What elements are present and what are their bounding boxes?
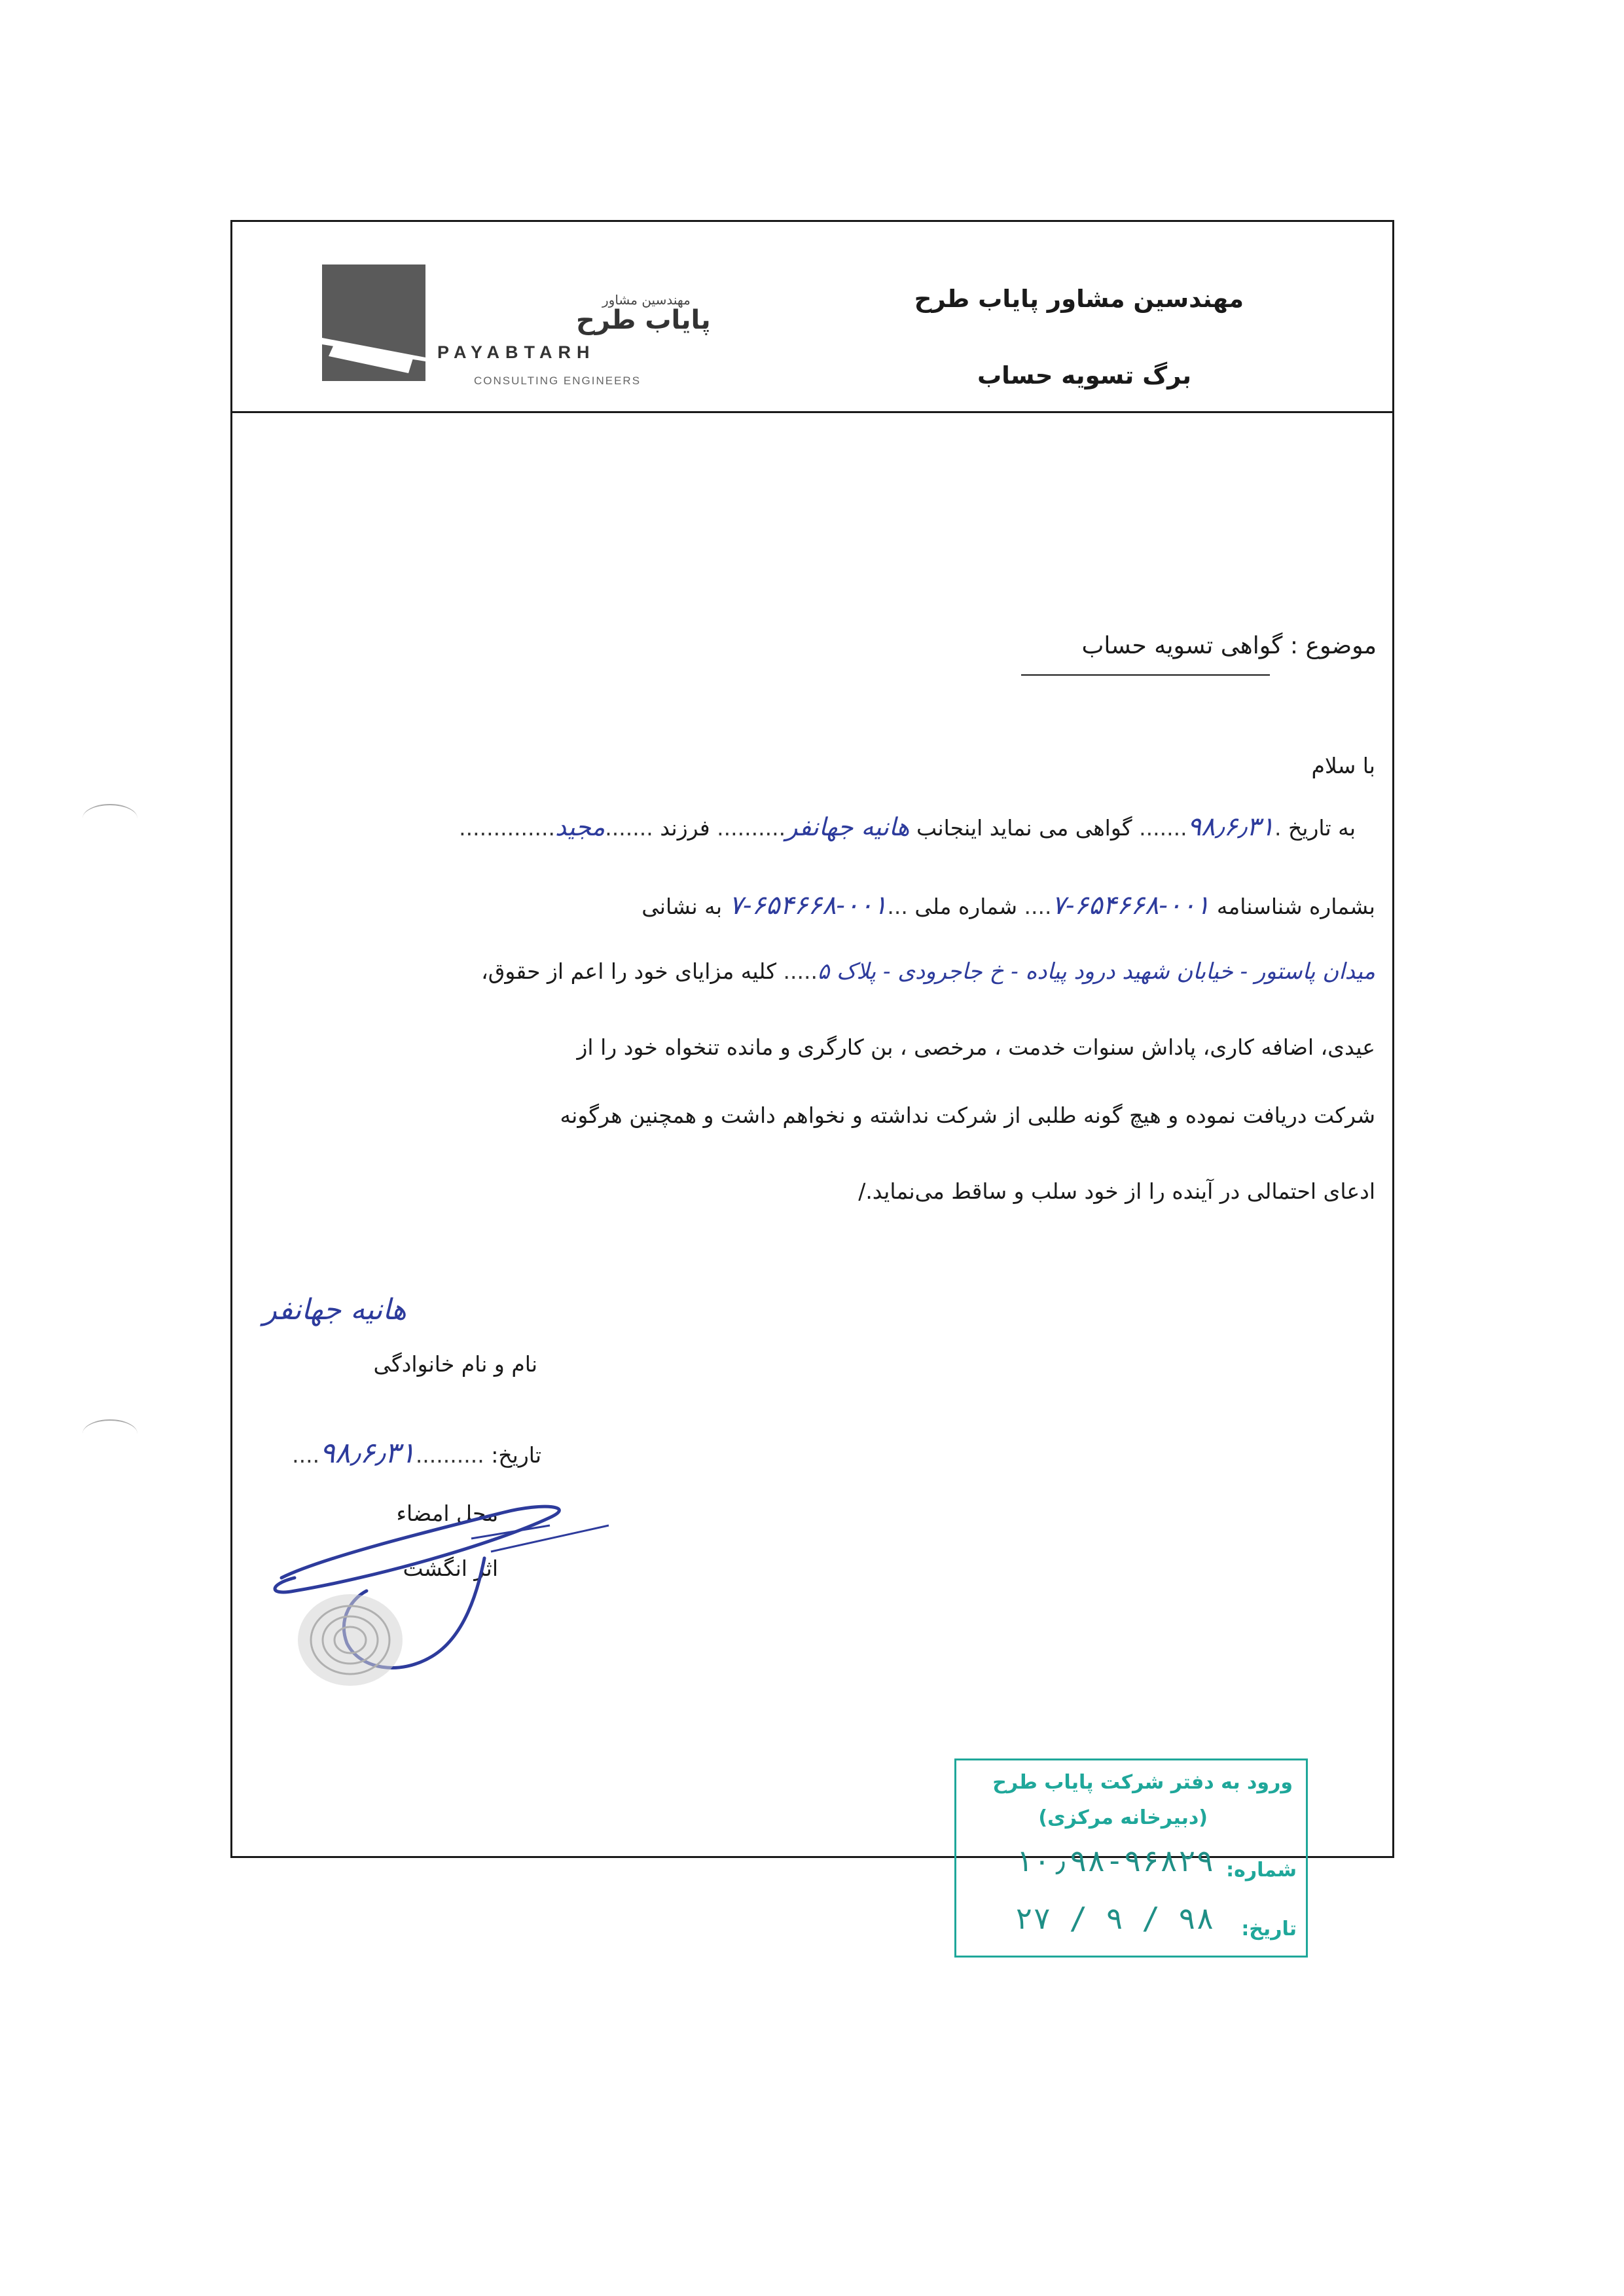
body-line-3: میدان پاستور - خیابان شهید درود پیاده - خ جاجرودی - پلاک ۵..... کلیه مزایای خود را اعم از حقوق،	[481, 958, 1375, 985]
stamp-number-label: شماره:	[1226, 1859, 1297, 1882]
certify-text: گواهی می نماید اینجانب	[916, 815, 1132, 841]
logo-english-subtitle: CONSULTING ENGINEERS	[474, 374, 641, 387]
national-id-label: شماره ملی	[914, 894, 1017, 919]
punch-hole-bottom	[82, 1419, 137, 1448]
handwritten-footer-date: ۹۸٫۶٫۳۱	[319, 1436, 416, 1470]
full-name-label: نام و نام خانوادگی	[373, 1351, 537, 1377]
handwritten-father-name: مجید	[555, 812, 605, 841]
header-divider	[230, 411, 1394, 413]
handwritten-date: ۹۸٫۶٫۳۱	[1187, 812, 1274, 842]
greeting: با سلام	[1311, 753, 1375, 778]
id-number-label: بشماره شناسنامه	[1216, 894, 1375, 919]
body-line-5: شرکت دریافت نموده و هیچ گونه طلبی از شرکت نداشته و نخواهم داشت و همچنین هرگونه	[560, 1102, 1375, 1128]
company-name: مهندسین مشاور پایاب طرح	[914, 285, 1244, 313]
subject-line	[1082, 632, 1377, 659]
subject-value: گواهی تسویه حساب	[1081, 632, 1283, 659]
form-title: برگ تسویه حساب	[977, 361, 1191, 390]
handwritten-name: هانیه جهانفر	[785, 812, 910, 841]
stamp-number-value: ۱۰٫۹۸-۹۶۸۲۹	[1015, 1843, 1214, 1878]
punch-hole-top	[82, 804, 137, 833]
registry-stamp	[954, 1758, 1308, 1958]
stamp-subtitle: (دبیرخانه مرکزی)	[1038, 1806, 1208, 1829]
handwritten-national-id: ۰۰۱-۶۵۴۶۶۸-۷	[729, 890, 888, 920]
body-line-2: بشماره شناسنامه ۰۰۱-۶۵۴۶۶۸-۷.... شماره ملی ...۰۰۱-۶۵۴۶۶۸-۷ به نشانی	[641, 890, 1375, 920]
fingerprint-image	[288, 1584, 412, 1696]
logo-persian-subtitle: مهندسین مشاور	[602, 292, 691, 308]
body-line-6: ادعای احتمالی در آینده را از خود سلب و ساقط می‌نماید./	[858, 1178, 1375, 1204]
handwritten-signature-name: هانیه جهانفر	[262, 1293, 406, 1326]
subject-label: موضوع :	[1290, 632, 1377, 659]
fingerprint-label: اثر انگشت	[403, 1556, 498, 1581]
footer-date-label: تاریخ:	[491, 1442, 541, 1468]
subject-underline	[1021, 674, 1270, 676]
body-line-1: به تاریخ .۹۸٫۶٫۳۱....... گواهی می نماید اینجانب هانیه جهانفر.......... فرزند .......مجید..............	[459, 812, 1356, 842]
logo-persian-name: پایاب طرح	[576, 305, 711, 335]
stamp-date-label: تاریخ:	[1241, 1918, 1297, 1941]
date-line: تاریخ: ..........۹۸٫۶٫۳۱....	[292, 1436, 541, 1470]
body-line-4: عیدی، اضافه کاری، پاداش سنوات خدمت ، مرخصی ، بن کارگری و مانده تنخواه خود را از	[577, 1034, 1375, 1060]
stamp-date-value: ۹۸ / ۹ / ۲۷	[1015, 1901, 1214, 1936]
handwritten-id-number: ۰۰۱-۶۵۴۶۶۸-۷	[1051, 890, 1210, 920]
address-label: به نشانی	[641, 894, 723, 919]
child-of-label: فرزند	[660, 815, 710, 841]
stamp-title: ورود به دفتر شرکت پایاب طرح	[992, 1771, 1293, 1794]
signature-place-label: محل امضاء	[396, 1501, 498, 1526]
date-prefix: به تاریخ	[1288, 815, 1356, 841]
benefits-text: کلیه مزایای خود را اعم از حقوق،	[481, 958, 777, 984]
company-logo-mark	[322, 264, 425, 381]
logo-english-name: PAYABTARH	[437, 342, 596, 362]
handwritten-address: میدان پاستور - خیابان شهید درود پیاده - خ جاجرودی - پلاک ۵	[817, 958, 1375, 985]
